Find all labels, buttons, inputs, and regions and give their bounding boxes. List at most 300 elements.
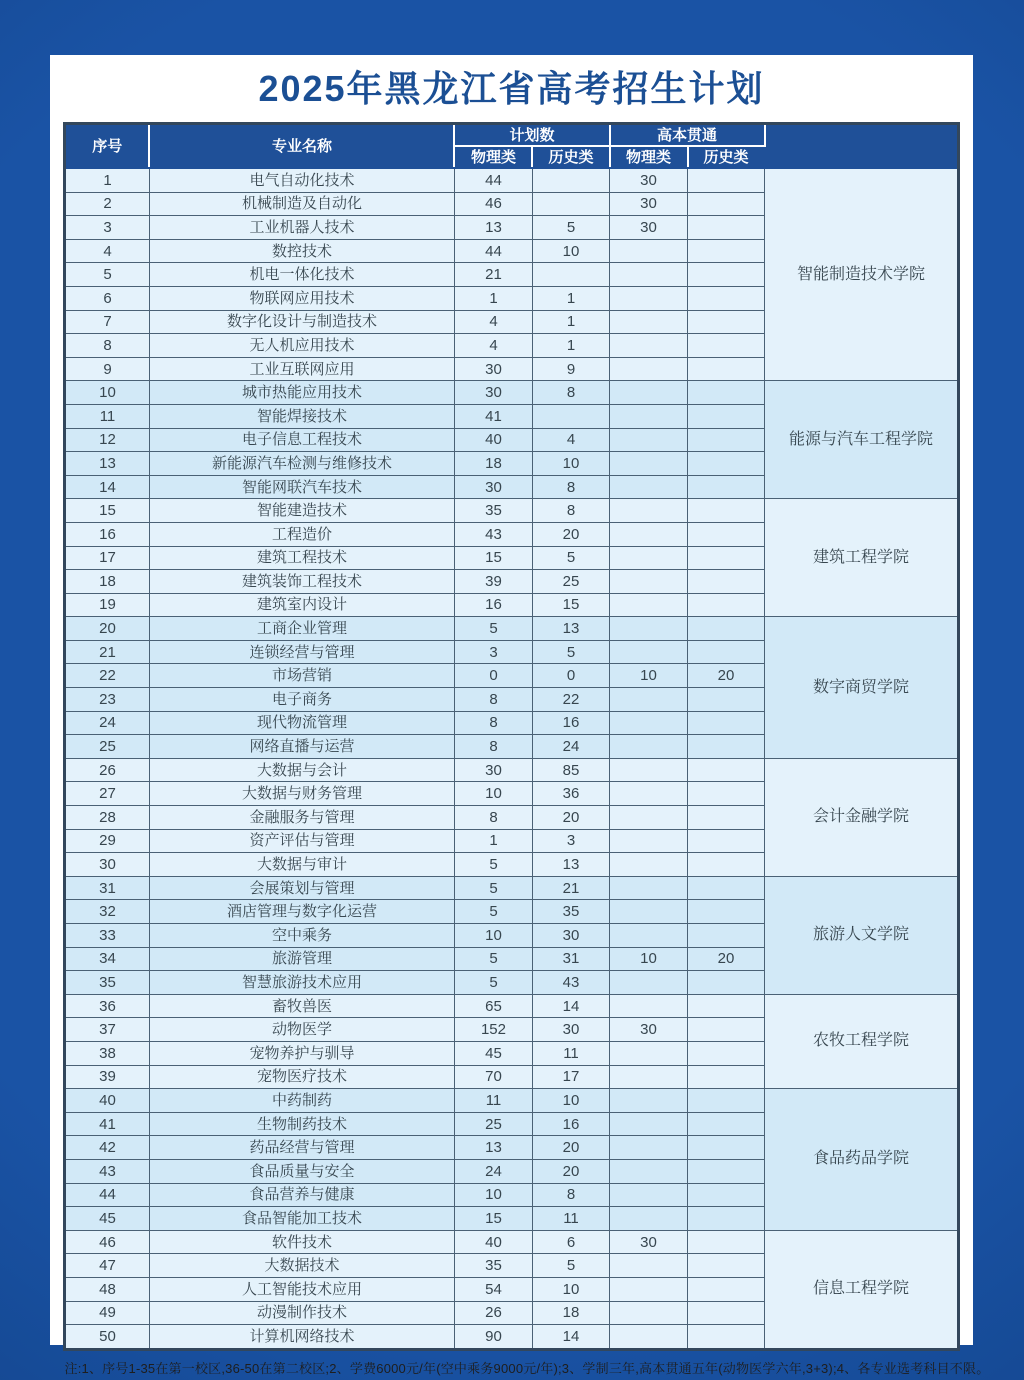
major-name: 网络直播与运营 [149, 735, 454, 759]
row-index: 10 [64, 381, 149, 405]
row-index: 18 [64, 570, 149, 594]
plan-physics: 90 [454, 1325, 532, 1350]
plan-history: 36 [532, 782, 609, 806]
major-name: 工业机器人技术 [149, 216, 454, 240]
major-name: 数控技术 [149, 239, 454, 263]
major-name: 动漫制作技术 [149, 1301, 454, 1325]
gaoben-history [688, 1230, 765, 1254]
gaoben-history [688, 829, 765, 853]
college-cell: 食品药品学院 [765, 1089, 959, 1231]
row-index: 8 [64, 334, 149, 358]
gaoben-physics: 30 [610, 216, 688, 240]
row-index: 40 [64, 1089, 149, 1113]
row-index: 2 [64, 192, 149, 216]
row-index: 41 [64, 1112, 149, 1136]
gaoben-physics [610, 404, 688, 428]
major-name: 畜牧兽医 [149, 994, 454, 1018]
plan-physics: 25 [454, 1112, 532, 1136]
col-header-gaoben-group: 高本贯通 [610, 124, 765, 147]
row-index: 35 [64, 971, 149, 995]
plan-history: 14 [532, 1325, 609, 1350]
gaoben-physics [610, 735, 688, 759]
poster-card [50, 55, 990, 1376]
plan-physics: 10 [454, 924, 532, 948]
gaoben-history [688, 1301, 765, 1325]
major-name: 新能源汽车检测与维修技术 [149, 452, 454, 476]
plan-history: 5 [532, 216, 609, 240]
plan-physics: 35 [454, 499, 532, 523]
plan-history: 35 [532, 900, 609, 924]
major-name: 城市热能应用技术 [149, 381, 454, 405]
plan-physics: 15 [454, 1207, 532, 1231]
plan-history: 8 [532, 1183, 609, 1207]
plan-history: 1 [532, 310, 609, 334]
col-header-plan-physics: 物理类 [454, 146, 532, 168]
gaoben-history [688, 617, 765, 641]
gaoben-physics [610, 428, 688, 452]
plan-history: 85 [532, 758, 609, 782]
plan-history: 10 [532, 239, 609, 263]
gaoben-history [688, 546, 765, 570]
gaoben-physics [610, 1207, 688, 1231]
row-index: 42 [64, 1136, 149, 1160]
gaoben-physics [610, 1041, 688, 1065]
major-name: 动物医学 [149, 1018, 454, 1042]
gaoben-physics [610, 334, 688, 358]
col-header-major: 专业名称 [149, 124, 454, 169]
gaoben-physics [610, 782, 688, 806]
row-index: 3 [64, 216, 149, 240]
major-name: 大数据与审计 [149, 853, 454, 877]
plan-physics: 44 [454, 168, 532, 192]
gaoben-history [688, 239, 765, 263]
gaoben-physics: 30 [610, 1018, 688, 1042]
college-cell: 旅游人文学院 [765, 876, 959, 994]
gaoben-physics [610, 617, 688, 641]
row-index: 22 [64, 664, 149, 688]
plan-physics: 46 [454, 192, 532, 216]
plan-physics: 8 [454, 806, 532, 830]
plan-physics: 1 [454, 286, 532, 310]
gaoben-physics [610, 711, 688, 735]
plan-history: 25 [532, 570, 609, 594]
table-row [64, 499, 958, 523]
plan-history [532, 192, 609, 216]
admission-table [63, 122, 960, 1351]
row-index: 27 [64, 782, 149, 806]
gaoben-physics [610, 1065, 688, 1089]
gaoben-physics [610, 286, 688, 310]
gaoben-history [688, 640, 765, 664]
plan-history: 11 [532, 1041, 609, 1065]
plan-physics: 5 [454, 876, 532, 900]
row-index: 34 [64, 947, 149, 971]
plan-physics: 13 [454, 216, 532, 240]
gaoben-physics [610, 1159, 688, 1183]
major-name: 电子信息工程技术 [149, 428, 454, 452]
plan-history: 9 [532, 357, 609, 381]
plan-physics: 4 [454, 334, 532, 358]
plan-history: 17 [532, 1065, 609, 1089]
plan-history [532, 263, 609, 287]
plan-physics: 5 [454, 900, 532, 924]
plan-history: 8 [532, 475, 609, 499]
gaoben-physics [610, 1136, 688, 1160]
plan-physics: 30 [454, 357, 532, 381]
major-name: 软件技术 [149, 1230, 454, 1254]
plan-history: 1 [532, 334, 609, 358]
gaoben-physics [610, 452, 688, 476]
major-name: 中药制药 [149, 1089, 454, 1113]
plan-physics: 40 [454, 428, 532, 452]
plan-history: 20 [532, 1136, 609, 1160]
plan-history: 14 [532, 994, 609, 1018]
plan-history: 4 [532, 428, 609, 452]
plan-physics: 18 [454, 452, 532, 476]
plan-physics: 13 [454, 1136, 532, 1160]
gaoben-history [688, 522, 765, 546]
college-cell: 能源与汽车工程学院 [765, 381, 959, 499]
plan-history: 11 [532, 1207, 609, 1231]
gaoben-physics [610, 900, 688, 924]
gaoben-physics [610, 1254, 688, 1278]
plan-history: 31 [532, 947, 609, 971]
gaoben-physics [610, 239, 688, 263]
table-row [64, 381, 958, 405]
major-name: 酒店管理与数字化运营 [149, 900, 454, 924]
footnote: 注:1、序号1-35在第一校区,36-50在第二校区;2、学费6000元/年(空中乘务9000元/年);3、学制三年,高本贯通五年(动物医学六年,3+3);4、各专业选考科目不限。 [64, 1360, 990, 1376]
major-name: 工商企业管理 [149, 617, 454, 641]
plan-physics: 5 [454, 617, 532, 641]
plan-history: 21 [532, 876, 609, 900]
gaoben-history [688, 381, 765, 405]
row-index: 9 [64, 357, 149, 381]
plan-physics: 10 [454, 782, 532, 806]
gaoben-physics [610, 546, 688, 570]
college-cell: 农牧工程学院 [765, 994, 959, 1088]
gaoben-history [688, 570, 765, 594]
gaoben-physics: 10 [610, 664, 688, 688]
gaoben-history [688, 192, 765, 216]
plan-history: 6 [532, 1230, 609, 1254]
plan-physics: 45 [454, 1041, 532, 1065]
row-index: 23 [64, 688, 149, 712]
row-index: 37 [64, 1018, 149, 1042]
plan-physics: 54 [454, 1277, 532, 1301]
gaoben-history [688, 334, 765, 358]
plan-history: 15 [532, 593, 609, 617]
row-index: 29 [64, 829, 149, 853]
plan-physics: 44 [454, 239, 532, 263]
row-index: 32 [64, 900, 149, 924]
gaoben-physics: 30 [610, 192, 688, 216]
major-name: 电气自动化技术 [149, 168, 454, 192]
plan-history: 20 [532, 806, 609, 830]
gaoben-history [688, 475, 765, 499]
gaoben-history [688, 357, 765, 381]
major-name: 会展策划与管理 [149, 876, 454, 900]
plan-physics: 30 [454, 475, 532, 499]
gaoben-physics [610, 806, 688, 830]
plan-history: 13 [532, 853, 609, 877]
major-name: 无人机应用技术 [149, 334, 454, 358]
plan-physics: 11 [454, 1089, 532, 1113]
gaoben-physics [610, 357, 688, 381]
major-name: 建筑装饰工程技术 [149, 570, 454, 594]
gaoben-history [688, 782, 765, 806]
row-index: 45 [64, 1207, 149, 1231]
plan-physics: 3 [454, 640, 532, 664]
gaoben-history: 20 [688, 664, 765, 688]
plan-physics: 8 [454, 688, 532, 712]
gaoben-history [688, 1018, 765, 1042]
college-cell: 建筑工程学院 [765, 499, 959, 617]
major-name: 计算机网络技术 [149, 1325, 454, 1350]
major-name: 食品智能加工技术 [149, 1207, 454, 1231]
plan-physics: 35 [454, 1254, 532, 1278]
plan-physics: 24 [454, 1159, 532, 1183]
plan-physics: 26 [454, 1301, 532, 1325]
plan-history: 43 [532, 971, 609, 995]
major-name: 机电一体化技术 [149, 263, 454, 287]
gaoben-history [688, 1089, 765, 1113]
gaoben-history [688, 711, 765, 735]
major-name: 连锁经营与管理 [149, 640, 454, 664]
major-name: 大数据技术 [149, 1254, 454, 1278]
plan-history: 18 [532, 1301, 609, 1325]
gaoben-physics [610, 310, 688, 334]
plan-physics: 8 [454, 735, 532, 759]
gaoben-history: 20 [688, 947, 765, 971]
major-name: 物联网应用技术 [149, 286, 454, 310]
plan-history: 10 [532, 1089, 609, 1113]
plan-history: 1 [532, 286, 609, 310]
row-index: 12 [64, 428, 149, 452]
row-index: 14 [64, 475, 149, 499]
plan-history: 8 [532, 499, 609, 523]
plan-history: 8 [532, 381, 609, 405]
row-index: 31 [64, 876, 149, 900]
plan-physics: 0 [454, 664, 532, 688]
college-cell: 信息工程学院 [765, 1230, 959, 1349]
plan-physics: 39 [454, 570, 532, 594]
gaoben-physics [610, 1277, 688, 1301]
row-index: 44 [64, 1183, 149, 1207]
table-row [64, 758, 958, 782]
gaoben-physics [610, 593, 688, 617]
row-index: 48 [64, 1277, 149, 1301]
col-header-college [765, 124, 959, 169]
major-name: 智能网联汽车技术 [149, 475, 454, 499]
plan-history: 20 [532, 1159, 609, 1183]
gaoben-history [688, 263, 765, 287]
plan-physics: 43 [454, 522, 532, 546]
gaoben-history [688, 216, 765, 240]
table-header [64, 124, 958, 169]
row-index: 6 [64, 286, 149, 310]
gaoben-physics [610, 475, 688, 499]
gaoben-history [688, 806, 765, 830]
plan-physics: 70 [454, 1065, 532, 1089]
gaoben-history [688, 1159, 765, 1183]
plan-physics: 152 [454, 1018, 532, 1042]
row-index: 47 [64, 1254, 149, 1278]
plan-physics: 21 [454, 263, 532, 287]
plan-history: 20 [532, 522, 609, 546]
plan-history: 30 [532, 1018, 609, 1042]
gaoben-physics [610, 381, 688, 405]
college-cell: 数字商贸学院 [765, 617, 959, 759]
plan-history: 3 [532, 829, 609, 853]
gaoben-history [688, 452, 765, 476]
gaoben-history [688, 428, 765, 452]
gaoben-history [688, 499, 765, 523]
plan-history: 24 [532, 735, 609, 759]
col-header-plan-history: 历史类 [532, 146, 609, 168]
page-title: 2025年黑龙江省高考招生计划 [258, 68, 765, 109]
major-name: 工程造价 [149, 522, 454, 546]
major-name: 资产评估与管理 [149, 829, 454, 853]
row-index: 46 [64, 1230, 149, 1254]
col-header-gaoben-physics: 物理类 [610, 146, 688, 168]
gaoben-physics [610, 263, 688, 287]
major-name: 建筑室内设计 [149, 593, 454, 617]
gaoben-history [688, 900, 765, 924]
plan-physics: 30 [454, 758, 532, 782]
table-row [64, 994, 958, 1018]
gaoben-history [688, 971, 765, 995]
plan-physics: 5 [454, 947, 532, 971]
gaoben-history [688, 1112, 765, 1136]
row-index: 21 [64, 640, 149, 664]
gaoben-physics [610, 924, 688, 948]
major-name: 现代物流管理 [149, 711, 454, 735]
gaoben-history [688, 168, 765, 192]
gaoben-physics [610, 758, 688, 782]
gaoben-history [688, 853, 765, 877]
major-name: 大数据与会计 [149, 758, 454, 782]
gaoben-history [688, 994, 765, 1018]
plan-history: 5 [532, 640, 609, 664]
row-index: 49 [64, 1301, 149, 1325]
row-index: 25 [64, 735, 149, 759]
plan-physics: 30 [454, 381, 532, 405]
plan-history: 5 [532, 546, 609, 570]
gaoben-physics [610, 853, 688, 877]
row-index: 26 [64, 758, 149, 782]
plan-physics: 8 [454, 711, 532, 735]
gaoben-history [688, 1136, 765, 1160]
plan-history: 13 [532, 617, 609, 641]
row-index: 30 [64, 853, 149, 877]
gaoben-history [688, 1041, 765, 1065]
plan-physics: 16 [454, 593, 532, 617]
plan-history: 30 [532, 924, 609, 948]
row-index: 7 [64, 310, 149, 334]
plan-physics: 41 [454, 404, 532, 428]
gaoben-history [688, 758, 765, 782]
row-index: 38 [64, 1041, 149, 1065]
col-header-index: 序号 [64, 124, 149, 169]
row-index: 19 [64, 593, 149, 617]
major-name: 智慧旅游技术应用 [149, 971, 454, 995]
row-index: 43 [64, 1159, 149, 1183]
table-row [64, 876, 958, 900]
major-name: 宠物医疗技术 [149, 1065, 454, 1089]
gaoben-physics [610, 1112, 688, 1136]
plan-physics: 5 [454, 971, 532, 995]
college-cell: 会计金融学院 [765, 758, 959, 876]
row-index: 28 [64, 806, 149, 830]
plan-physics: 5 [454, 853, 532, 877]
major-name: 宠物养护与驯导 [149, 1041, 454, 1065]
gaoben-physics [610, 1325, 688, 1350]
gaoben-physics [610, 499, 688, 523]
gaoben-physics [610, 1089, 688, 1113]
row-index: 17 [64, 546, 149, 570]
row-index: 5 [64, 263, 149, 287]
gaoben-history [688, 735, 765, 759]
row-index: 20 [64, 617, 149, 641]
gaoben-physics: 10 [610, 947, 688, 971]
table-row [64, 1089, 958, 1113]
major-name: 食品营养与健康 [149, 1183, 454, 1207]
gaoben-physics [610, 1183, 688, 1207]
gaoben-history [688, 876, 765, 900]
plan-physics: 15 [454, 546, 532, 570]
gaoben-history [688, 286, 765, 310]
major-name: 生物制药技术 [149, 1112, 454, 1136]
row-index: 13 [64, 452, 149, 476]
plan-history: 16 [532, 1112, 609, 1136]
row-index: 33 [64, 924, 149, 948]
gaoben-history [688, 593, 765, 617]
gaoben-physics [610, 570, 688, 594]
plan-history [532, 168, 609, 192]
major-name: 食品质量与安全 [149, 1159, 454, 1183]
gaoben-history [688, 1325, 765, 1350]
major-name: 药品经营与管理 [149, 1136, 454, 1160]
table-body [64, 168, 958, 1349]
gaoben-history [688, 688, 765, 712]
gaoben-history [688, 924, 765, 948]
gaoben-physics [610, 640, 688, 664]
plan-history: 5 [532, 1254, 609, 1278]
gaoben-history [688, 404, 765, 428]
plan-history: 22 [532, 688, 609, 712]
plan-physics: 1 [454, 829, 532, 853]
table-row [64, 1230, 958, 1254]
plan-history [532, 404, 609, 428]
gaoben-physics [610, 994, 688, 1018]
major-name: 智能建造技术 [149, 499, 454, 523]
major-name: 空中乘务 [149, 924, 454, 948]
gaoben-history [688, 1254, 765, 1278]
col-header-plan-group: 计划数 [454, 124, 609, 147]
major-name: 建筑工程技术 [149, 546, 454, 570]
gaoben-physics: 30 [610, 168, 688, 192]
major-name: 智能焊接技术 [149, 404, 454, 428]
major-name: 金融服务与管理 [149, 806, 454, 830]
major-name: 机械制造及自动化 [149, 192, 454, 216]
col-header-gaoben-history: 历史类 [688, 146, 765, 168]
gaoben-physics [610, 876, 688, 900]
gaoben-physics [610, 688, 688, 712]
major-name: 电子商务 [149, 688, 454, 712]
table-row [64, 168, 958, 192]
plan-history: 10 [532, 452, 609, 476]
row-index: 11 [64, 404, 149, 428]
